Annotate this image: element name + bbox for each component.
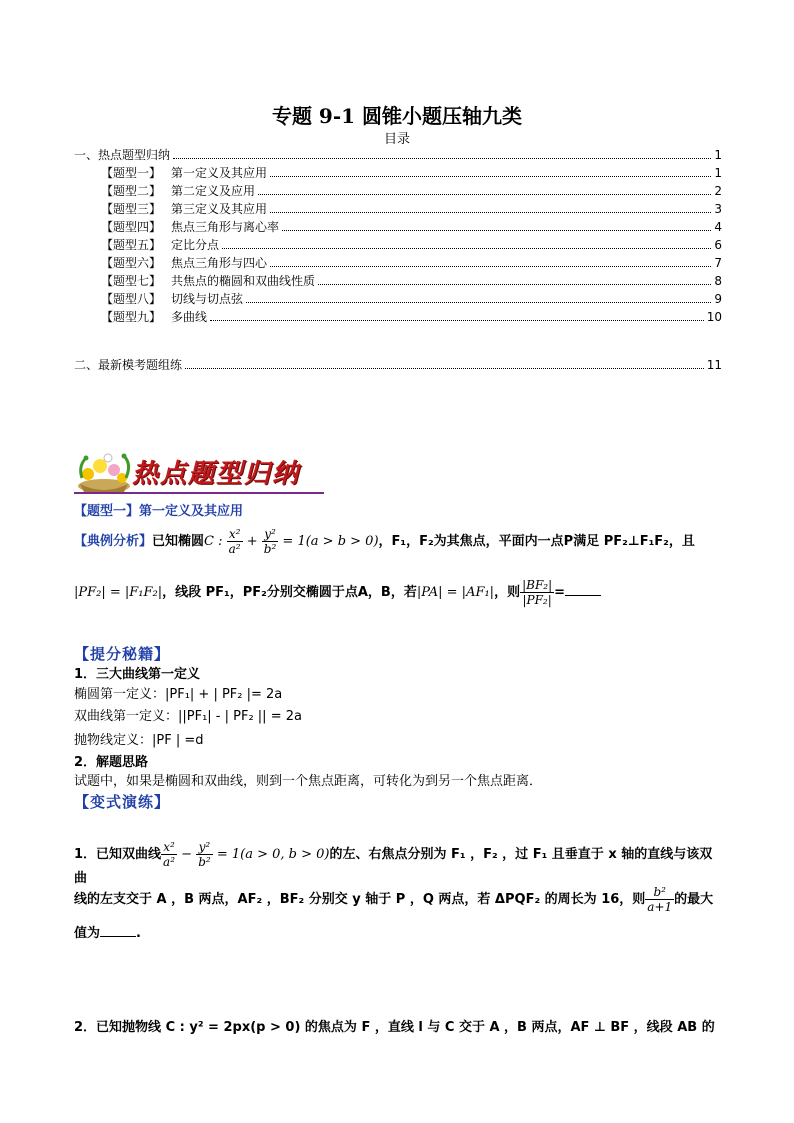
toc-leader: [258, 193, 711, 195]
toc-item-tag: 【题型二】: [101, 184, 162, 198]
banner-heading: 热点题型归纳: [132, 459, 301, 489]
toc-page: 6: [714, 238, 722, 252]
toc-item-label: 第一定义及其应用: [171, 166, 268, 180]
math-text: C: [204, 534, 214, 549]
answer-blank[interactable]: [100, 922, 136, 937]
fraction-numerator: y²: [196, 840, 213, 855]
fraction: [645, 885, 674, 914]
math-text: |PF₂| = |F₁F₂|: [74, 585, 163, 600]
math-text: +: [242, 534, 262, 549]
toc-page: 3: [714, 202, 722, 216]
toc-item-5[interactable]: [101, 236, 722, 254]
fraction: [161, 840, 177, 869]
math-text: = 1(a > 0, b > 0): [212, 847, 330, 862]
toc-item-tag: 【题型一】: [101, 166, 162, 180]
toc-item-label: 焦点三角形与四心: [171, 256, 268, 270]
example-line-2: [74, 578, 724, 607]
toc-item-label: 第三定义及其应用: [171, 202, 268, 216]
toc-item-label: 第二定义及应用: [171, 184, 256, 198]
toc-leader: [318, 283, 711, 285]
toc-item-label: 定比分点: [171, 238, 220, 252]
example-tag: 【典例分析】: [74, 534, 153, 549]
fraction-numerator: y²: [262, 527, 279, 542]
tips-line-hyperbola: 双曲线第一定义：||PF₁| - | PF₂ || = 2a: [74, 709, 302, 724]
fraction-denominator: a²: [163, 855, 176, 869]
question-1-line-1: [74, 840, 724, 889]
toc-section-1[interactable]: [74, 146, 722, 164]
toc-leader: [173, 157, 711, 159]
toc-page: 4: [714, 220, 722, 234]
toc-leader: [185, 367, 704, 369]
type1-heading: 【题型一】第一定义及其应用: [74, 504, 244, 519]
question-1-line-3: [74, 922, 141, 944]
math-text: = 1(a > b > 0): [278, 534, 379, 549]
toc-leader: [210, 319, 704, 321]
toc-caption: 目录: [383, 132, 410, 147]
flower-basket-icon: [74, 448, 134, 494]
toc-leader: [270, 265, 711, 267]
toc-item-6[interactable]: [101, 254, 722, 272]
math-text: |PA| = |AF₁|: [416, 585, 495, 600]
example-line-1: [74, 527, 724, 556]
toc-item-4[interactable]: [101, 218, 722, 236]
fraction: [196, 840, 213, 869]
toc-item-8[interactable]: [101, 290, 722, 308]
question-text: 的最大: [674, 892, 714, 907]
toc-page: 10: [706, 310, 722, 324]
fraction-denominator: b²: [198, 855, 211, 869]
toc-section-2-label: 二、最新模考题组练: [74, 358, 183, 372]
fraction: [520, 578, 554, 607]
example-text: ，则: [494, 585, 521, 600]
fraction-numerator: b²: [645, 885, 674, 900]
toc-item-3[interactable]: [101, 200, 722, 218]
example-text: 已知椭圆: [152, 534, 205, 549]
fraction-denominator: b²: [263, 542, 277, 556]
tips-line-parabola: 抛物线定义：|PF | =d: [74, 733, 204, 748]
toc-item-1[interactable]: [101, 164, 722, 182]
example-text: ，线段 PF₁，PF₂分别交椭圆于点A，B，若: [162, 585, 417, 600]
toc-section-1-label: 一、热点题型归纳: [74, 148, 171, 162]
toc-item-tag: 【题型五】: [101, 238, 162, 252]
toc-item-2[interactable]: [101, 182, 722, 200]
question-text: 的左、右焦点分别为 F₁ ，F₂ ，过 F₁ 且垂直于 x 轴的直线与该双曲: [74, 847, 713, 886]
tips-line-ellipse: 椭圆第一定义：|PF₁| + | PF₂ |= 2a: [74, 687, 283, 702]
toc-item-tag: 【题型九】: [101, 310, 162, 324]
toc-item-tag: 【题型七】: [101, 274, 162, 288]
question-text: 值为: [74, 926, 101, 941]
math-text: −: [177, 847, 197, 862]
fraction-denominator: a²: [228, 542, 241, 556]
toc-leader: [270, 211, 711, 213]
toc-section-2[interactable]: [74, 356, 722, 374]
banner-divider: [74, 492, 324, 494]
fraction: [227, 527, 243, 556]
question-text: 线的左支交于 A ，B 两点，AF₂ ，BF₂ 分别交 y 轴于 P ，Q 两点，若 ΔPQF₂ 的周长为 16，则: [74, 892, 646, 907]
fraction-numerator: |BF₂|: [522, 578, 553, 592]
toc-leader: [270, 175, 711, 177]
fraction-denominator: |PF₂|: [522, 593, 552, 607]
example-text: =: [554, 585, 566, 600]
toc-item-label: 切线与切点弦: [171, 292, 244, 306]
toc-item-label: 焦点三角形与离心率: [171, 220, 280, 234]
question-text: .: [136, 926, 141, 941]
toc-leader: [282, 229, 711, 231]
question-1-line-2: [74, 885, 724, 914]
toc-item-label: 共焦点的椭圆和双曲线性质: [171, 274, 316, 288]
page-title: 专题 9-1 圆锥小题压轴九类: [271, 104, 523, 128]
answer-blank[interactable]: [565, 581, 601, 596]
toc-item-label: 多曲线: [171, 310, 208, 324]
question-text: 1．已知双曲线: [74, 847, 162, 862]
toc-page: 8: [714, 274, 722, 288]
tips-subheading-2: 2．解题思路: [74, 755, 149, 770]
tips-line-approach: 试题中，如果是椭圆和双曲线，则到一个焦点距离，可转化为到另一个焦点距离．: [74, 774, 543, 789]
toc-page: 2: [714, 184, 722, 198]
toc-item-7[interactable]: [101, 272, 722, 290]
toc-leader: [246, 301, 711, 303]
fraction-denominator: a+1: [647, 900, 673, 914]
fraction-numerator: x²: [161, 840, 177, 855]
tips-heading: 【提分秘籍】: [74, 645, 171, 663]
tips-subheading-1: 1．三大曲线第一定义: [74, 667, 201, 682]
toc-page: 1: [714, 166, 722, 180]
toc-page: 7: [714, 256, 722, 270]
toc-item-9[interactable]: [101, 308, 722, 326]
toc-item-tag: 【题型四】: [101, 220, 162, 234]
example-text: ，F₁，F₂为其焦点，平面内一点P满足 PF₂⊥F₁F₂，且: [378, 534, 695, 549]
toc-page: 11: [706, 358, 722, 372]
practice-heading: 【变式演练】: [74, 793, 171, 811]
toc-page: 1: [714, 148, 722, 162]
toc-leader: [222, 247, 711, 249]
section-banner: [74, 448, 334, 498]
question-2-line-1: 2．已知抛物线 C : y² = 2px(p > 0) 的焦点为 F ，直线 l 与 C 交于 A ，B 两点，AF ⊥ BF ，线段 AB 的: [74, 1020, 715, 1035]
toc-item-tag: 【题型三】: [101, 202, 162, 216]
toc-item-tag: 【题型六】: [101, 256, 162, 270]
fraction: [262, 527, 279, 556]
fraction-numerator: x²: [227, 527, 243, 542]
math-text: :: [213, 534, 227, 549]
toc-item-tag: 【题型八】: [101, 292, 162, 306]
toc-page: 9: [714, 292, 722, 306]
